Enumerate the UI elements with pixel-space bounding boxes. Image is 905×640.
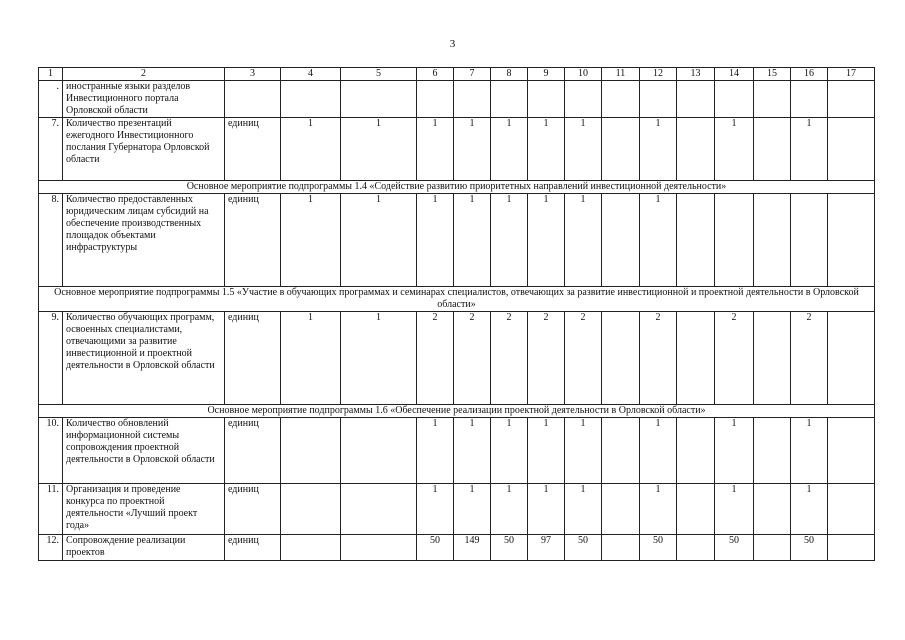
column-number-2: 2 (63, 68, 225, 81)
value-cell (754, 81, 791, 118)
value-cell (791, 81, 828, 118)
row-number: 12. (39, 535, 63, 561)
value-cell (341, 484, 417, 535)
value-cell: 1 (341, 312, 417, 405)
section-row (39, 287, 875, 312)
value-cell: 1 (565, 194, 602, 287)
unit-cell (225, 81, 281, 118)
value-cell: 2 (528, 312, 565, 405)
value-cell (754, 535, 791, 561)
value-cell: 1 (640, 484, 677, 535)
section-title: Основное мероприятие подпрограммы 1.4 «Содействие развитию приоритетных направлений инвестиционной деятельности» (39, 181, 875, 194)
row-number: . (39, 81, 63, 118)
column-number-17: 17 (828, 68, 875, 81)
value-cell: 1 (491, 418, 528, 484)
value-cell: 1 (528, 418, 565, 484)
unit-cell: единиц (225, 418, 281, 484)
value-cell (281, 535, 341, 561)
value-cell: 1 (640, 118, 677, 181)
table-row (39, 418, 875, 484)
value-cell (454, 81, 491, 118)
value-cell (341, 81, 417, 118)
value-cell: 1 (640, 418, 677, 484)
column-number-10: 10 (565, 68, 602, 81)
value-cell (828, 418, 875, 484)
value-cell: 50 (565, 535, 602, 561)
indicator-name: Количество обновлений информационной системы сопровождения проектной деятельности в Орловской области (63, 418, 225, 484)
value-cell: 2 (715, 312, 754, 405)
value-cell (281, 484, 341, 535)
value-cell (754, 194, 791, 287)
table-body (39, 68, 875, 561)
value-cell: 50 (417, 535, 454, 561)
page-number: 3 (449, 38, 456, 50)
indicator-name: Количество презентаций ежегодного Инвестиционного послания Губернатора Орловской области (63, 118, 225, 181)
indicator-name: Сопровождение реализации проектов (63, 535, 225, 561)
column-number-16: 16 (791, 68, 828, 81)
section-title: Основное мероприятие подпрограммы 1.5 «Участие в обучающих программах и семинарах специалистов, отвечающих за развитие инвестиционной и проектной деятельности в Орловской области» (39, 287, 875, 312)
value-cell: 97 (528, 535, 565, 561)
value-cell (602, 194, 640, 287)
value-cell: 50 (791, 535, 828, 561)
value-cell (677, 81, 715, 118)
value-cell: 1 (281, 194, 341, 287)
column-header-row (39, 68, 875, 81)
indicators-table (38, 67, 875, 561)
row-number: 10. (39, 418, 63, 484)
value-cell (491, 81, 528, 118)
column-number-7: 7 (454, 68, 491, 81)
value-cell: 1 (715, 118, 754, 181)
value-cell (828, 194, 875, 287)
value-cell: 2 (417, 312, 454, 405)
table-row (39, 194, 875, 287)
value-cell: 1 (417, 418, 454, 484)
value-cell: 1 (454, 194, 491, 287)
indicator-name: иностранные языки разделов Инвестиционного портала Орловской области (63, 81, 225, 118)
value-cell: 2 (791, 312, 828, 405)
value-cell: 2 (491, 312, 528, 405)
value-cell: 1 (565, 484, 602, 535)
value-cell: 1 (565, 118, 602, 181)
value-cell (677, 418, 715, 484)
value-cell (602, 484, 640, 535)
value-cell (677, 484, 715, 535)
value-cell (715, 194, 754, 287)
value-cell: 2 (640, 312, 677, 405)
unit-cell: единиц (225, 484, 281, 535)
column-number-15: 15 (754, 68, 791, 81)
value-cell: 1 (491, 484, 528, 535)
value-cell: 1 (528, 484, 565, 535)
value-cell (677, 535, 715, 561)
value-cell: 1 (341, 118, 417, 181)
value-cell: 2 (565, 312, 602, 405)
value-cell: 1 (528, 194, 565, 287)
value-cell (417, 81, 454, 118)
value-cell: 50 (491, 535, 528, 561)
value-cell (602, 312, 640, 405)
column-number-14: 14 (715, 68, 754, 81)
value-cell: 1 (417, 484, 454, 535)
value-cell: 50 (715, 535, 754, 561)
value-cell (754, 484, 791, 535)
value-cell (602, 535, 640, 561)
value-cell: 1 (454, 118, 491, 181)
value-cell (602, 118, 640, 181)
section-title: Основное мероприятие подпрограммы 1.6 «Обеспечение реализации проектной деятельности в Орловской области» (39, 405, 875, 418)
value-cell (528, 81, 565, 118)
table-row (39, 312, 875, 405)
value-cell (754, 312, 791, 405)
section-row (39, 405, 875, 418)
value-cell: 1 (715, 418, 754, 484)
unit-cell: единиц (225, 312, 281, 405)
unit-cell: единиц (225, 535, 281, 561)
value-cell: 1 (454, 484, 491, 535)
value-cell (677, 194, 715, 287)
value-cell (791, 194, 828, 287)
column-number-9: 9 (528, 68, 565, 81)
value-cell: 1 (715, 484, 754, 535)
value-cell (640, 81, 677, 118)
value-cell: 1 (791, 118, 828, 181)
column-number-11: 11 (602, 68, 640, 81)
value-cell: 1 (791, 484, 828, 535)
value-cell: 1 (454, 418, 491, 484)
column-number-3: 3 (225, 68, 281, 81)
value-cell (828, 484, 875, 535)
value-cell: 2 (454, 312, 491, 405)
value-cell (341, 418, 417, 484)
column-number-5: 5 (341, 68, 417, 81)
table-row (39, 118, 875, 181)
column-number-8: 8 (491, 68, 528, 81)
unit-cell: единиц (225, 194, 281, 287)
value-cell (602, 81, 640, 118)
value-cell (565, 81, 602, 118)
unit-cell: единиц (225, 118, 281, 181)
value-cell (281, 81, 341, 118)
value-cell (828, 312, 875, 405)
value-cell (341, 535, 417, 561)
value-cell: 1 (281, 118, 341, 181)
value-cell (828, 535, 875, 561)
value-cell (281, 418, 341, 484)
value-cell (828, 118, 875, 181)
value-cell: 149 (454, 535, 491, 561)
value-cell (754, 418, 791, 484)
indicator-name: Количество обучающих программ, освоенных специалистами, отвечающими за развитие инвестиционной и проектной деятельности в Орловской области (63, 312, 225, 405)
indicator-name: Организация и проведение конкурса по проектной деятельности «Лучший проект года» (63, 484, 225, 535)
value-cell: 1 (281, 312, 341, 405)
column-number-4: 4 (281, 68, 341, 81)
value-cell (602, 418, 640, 484)
column-number-12: 12 (640, 68, 677, 81)
value-cell: 1 (791, 418, 828, 484)
row-number: 7. (39, 118, 63, 181)
row-number: 11. (39, 484, 63, 535)
column-number-1: 1 (39, 68, 63, 81)
value-cell (828, 81, 875, 118)
column-number-13: 13 (677, 68, 715, 81)
value-cell: 1 (640, 194, 677, 287)
row-number: 9. (39, 312, 63, 405)
value-cell (677, 118, 715, 181)
table-row (39, 535, 875, 561)
row-number: 8. (39, 194, 63, 287)
value-cell (754, 118, 791, 181)
value-cell: 1 (565, 418, 602, 484)
value-cell (677, 312, 715, 405)
value-cell: 1 (528, 118, 565, 181)
value-cell: 50 (640, 535, 677, 561)
value-cell: 1 (417, 118, 454, 181)
value-cell: 1 (491, 194, 528, 287)
table-row (39, 484, 875, 535)
value-cell: 1 (491, 118, 528, 181)
indicator-name: Количество предоставленных юридическим лицам субсидий на обеспечение производственных площадок объектами инфраструктуры (63, 194, 225, 287)
table-row (39, 81, 875, 118)
value-cell: 1 (341, 194, 417, 287)
value-cell: 1 (417, 194, 454, 287)
section-row (39, 181, 875, 194)
column-number-6: 6 (417, 68, 454, 81)
value-cell (715, 81, 754, 118)
